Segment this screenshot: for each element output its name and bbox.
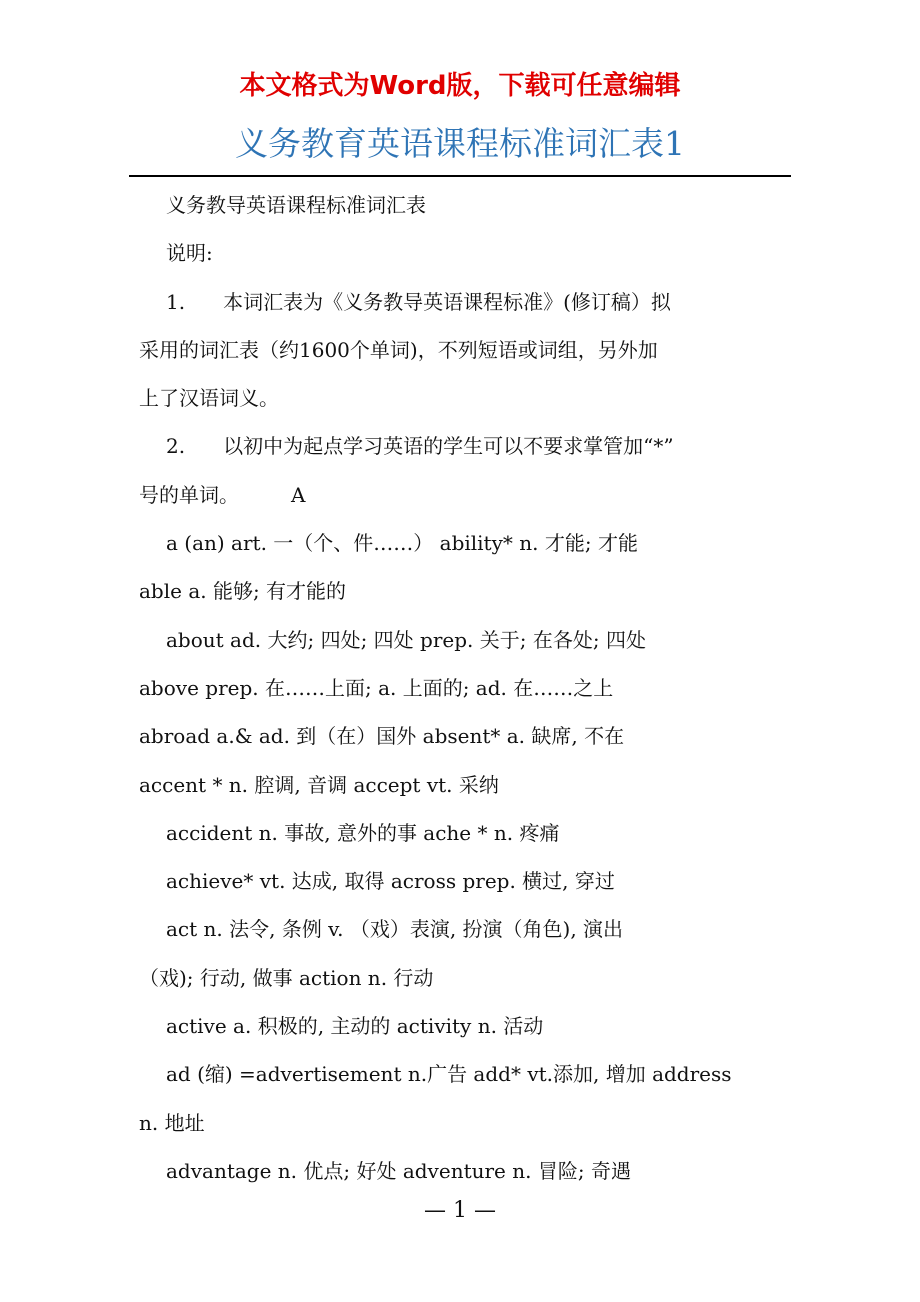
download-notice: 本文格式为Word版，下载可任意编辑 bbox=[239, 71, 681, 101]
vocab-line: abroad a.& ad. 到（在）国外 absent* a. 缺席, 不在 bbox=[139, 724, 625, 749]
document-title: 义务教育英语课程标准词汇表1 bbox=[235, 124, 685, 163]
vocab-line: accident n. 事故, 意外的事 ache * n. 疼痛 bbox=[166, 820, 560, 845]
vocab-line: accent * n. 腔调, 音调 accept vt. 采纳 bbox=[139, 772, 499, 797]
note-text: 以初中为起点学习英语的学生可以不要求掌管加“*” bbox=[223, 434, 674, 459]
note-line: 上了汉语词义。 bbox=[139, 386, 279, 411]
item-number: 1. bbox=[166, 289, 186, 314]
item-number: 2. bbox=[166, 434, 186, 459]
section-letter: A bbox=[291, 482, 306, 507]
note-item-2 bbox=[139, 422, 784, 470]
vocab-line: able a. 能够; 有才能的 bbox=[139, 579, 347, 604]
note-item-1 bbox=[139, 278, 784, 326]
vocab-line: about ad. 大约; 四处; 四处 prep. 关于; 在各处; 四处 bbox=[166, 627, 646, 652]
vocab-line: act n. 法令, 条例 v. （戏）表演, 扮演（角色), 演出 bbox=[166, 917, 624, 942]
note-text: 本词汇表为《义务教导英语课程标准》(修订稿）拟 bbox=[223, 289, 671, 314]
vocab-line: n. 地址 bbox=[139, 1110, 205, 1135]
vocab-line: a (an) art. 一（个、件……） ability* n. 才能; 才能 bbox=[166, 531, 638, 556]
vocab-line: active a. 积极的, 主动的 activity n. 活动 bbox=[166, 1014, 544, 1039]
vocab-line: （戏); 行动, 做事 action n. 行动 bbox=[139, 965, 434, 990]
vocab-line: achieve* vt. 达成, 取得 across prep. 横过, 穿过 bbox=[166, 869, 615, 894]
vocab-line: advantage n. 优点; 好处 adventure n. 冒险; 奇遇 bbox=[166, 1158, 631, 1183]
vocab-line: above prep. 在……上面; a. 上面的; ad. 在……之上 bbox=[139, 675, 614, 700]
paragraph-note-label: 说明: bbox=[166, 241, 213, 266]
paragraph-heading: 义务教导英语课程标准词汇表 bbox=[166, 193, 426, 217]
note-text: 号的单词。 bbox=[139, 482, 239, 507]
vocab-line: ad (缩) =advertisement n.广告 add* vt.添加, 增加 address bbox=[166, 1062, 732, 1087]
document-body bbox=[139, 181, 784, 1195]
note-line bbox=[139, 471, 784, 519]
note-line: 采用的词汇表（约1600个单词)，不列短语或词组，另外加 bbox=[139, 337, 658, 362]
title-divider bbox=[129, 175, 791, 177]
page-number: — 1 — bbox=[424, 1198, 496, 1223]
